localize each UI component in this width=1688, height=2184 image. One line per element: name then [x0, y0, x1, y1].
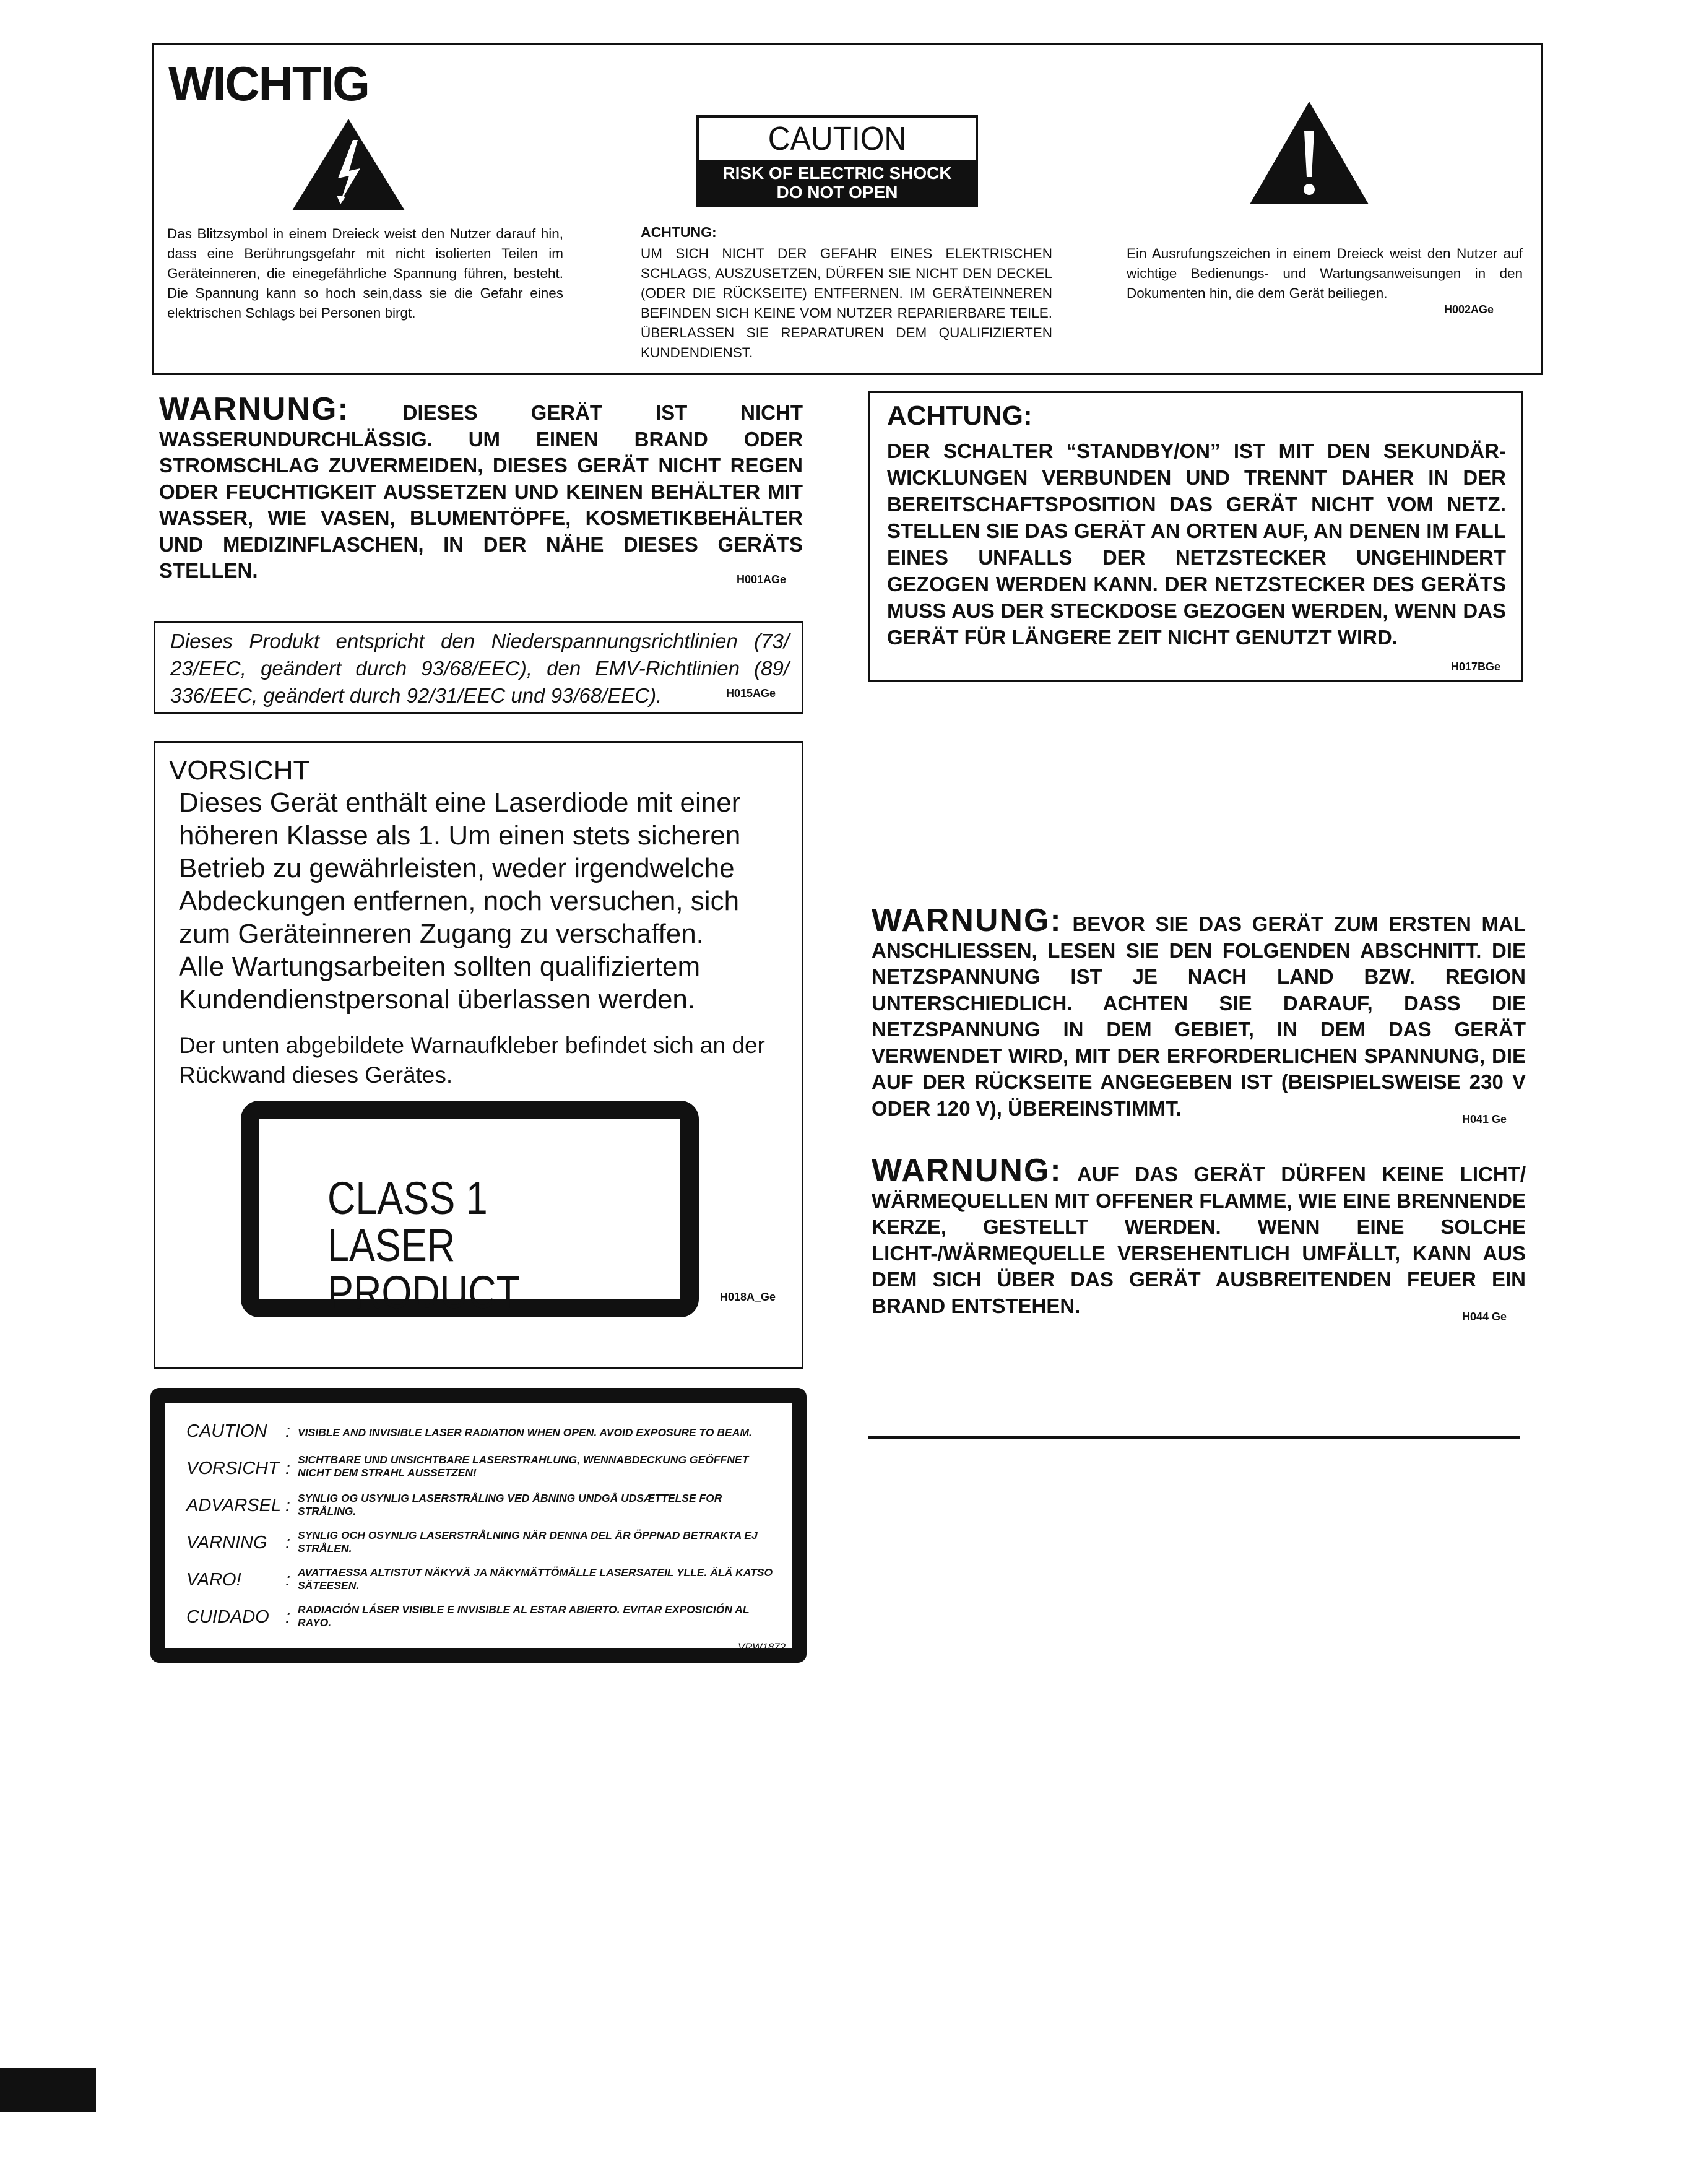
- reference-code: H044 Ge: [1462, 1311, 1507, 1323]
- laser-label-text: SYNLIG OCH OSYNLIG LASERSTRÅLNING NÄR DENNA DEL ÄR ÖPPNAD BETRAKTA EJ STRÅLEN.: [298, 1529, 758, 1554]
- reference-code: H017BGe: [1451, 661, 1501, 673]
- class1-label-text: [327, 1172, 628, 1318]
- achtung-title: ACHTUNG:: [887, 401, 1032, 431]
- caution-label-line1: RISK OF ELECTRIC SHOCK: [722, 163, 952, 183]
- reference-code: H015AGe: [726, 687, 776, 700]
- multilanguage-laser-label: [150, 1388, 807, 1663]
- laser-label-lang: VORSICHT: [186, 1458, 279, 1478]
- warning-text: BEVOR SIE DAS GERÄT ZUM ERSTEN MAL ANSCHLIESSEN, LESEN SIE DEN FOLGENDEN ABSCHNITT. DIE NETZSPANNUNG IST JE NACH LAND BZW. REGION UNTERSCHIEDLICH. ACHTEN SIE DARAUF, DASS DIE NETZSPANNUNG IN DEM GEBIET, IN DEM DAS GERÄT VERWENDET WIRD, MIT DER ERFORDERLICHEN SPANNUNG, DIE AUF DER RÜCKSEITE ANGEGEBEN IST (BEISPIELSWEISE 230 V ODER 120 V), ÜBEREINSTIMMT.: [872, 912, 1526, 1120]
- warning-heading: WARNUNG:: [872, 1153, 1062, 1189]
- class1-line2: LASER PRODUCT: [327, 1220, 521, 1318]
- divider-line: [868, 1436, 1520, 1439]
- laser-label-lang: VARO!: [186, 1570, 241, 1590]
- achtung-small-heading: ACHTUNG:: [641, 224, 717, 240]
- laser-label-colon: :: [285, 1570, 291, 1590]
- directive-text: Dieses Produkt entspricht den Niederspannungsrichtlinien (73/ 23/EEC, geändert durch 93/68/EEC), den EMV-Richtlinien (89/ 336/EEC, geändert durch 92/31/EEC und 93/68/EEC).: [170, 630, 789, 707]
- page-title: WICHTIG: [168, 56, 369, 111]
- laser-label-text: AVATTAESSA ALTISTUT NÄKYVÄ JA NÄKYMÄTTÖMÄLLE LASERSATEIL YLLE. ÄLÄ KATSO SÄTEESEN.: [298, 1566, 773, 1592]
- laser-label-lang: VARNING: [186, 1533, 267, 1553]
- warning-water: [159, 391, 803, 584]
- caution-shock-label: [696, 115, 978, 207]
- achtung-text: DER SCHALTER “STANDBY/ON” IST MIT DEN SEKUNDÄR-WICKLUNGEN VERBUNDEN UND TRENNT DAHER IN DER BEREITSCHAFTSPOSITION DAS GERÄT NICHT VOM NETZ. STELLEN SIE DAS GERÄT AN ORTEN AUF, AN DENEN IM FALL EINES UNFALLS DER NETZSTECKER UNGEHINDERT GEZOGEN WERDEN KANN. DER NETZSTECKER DES GERÄTS MUSS AUS DER STECKDOSE GEZOGEN WERDEN, WENN DAS GERÄT FÜR LÄNGERE ZEIT NICHT GENUTZT WIRD.: [887, 440, 1506, 649]
- directive-compliance-box: [154, 621, 803, 714]
- laser-label-colon: :: [285, 1533, 291, 1553]
- reference-code: H018A_Ge: [720, 1291, 776, 1303]
- reference-code: VRW1872: [738, 1641, 786, 1653]
- laser-label-colon: :: [285, 1607, 291, 1627]
- warning-open-flame: [872, 1153, 1526, 1319]
- caution-label-title: CAUTION: [768, 120, 907, 157]
- page-number-tab: [0, 2068, 96, 2112]
- laser-label-colon: :: [285, 1496, 291, 1515]
- reference-code: H002AGe: [1444, 303, 1494, 316]
- caution-label-line2: DO NOT OPEN: [776, 183, 898, 202]
- warning-heading: WARNUNG:: [872, 903, 1062, 938]
- vorsicht-label-note: Der unten abgebildete Warnaufkleber befindet sich an der Rückwand dieses Gerätes.: [179, 1033, 765, 1088]
- warning-text: DIESES GERÄT IST NICHT WASSERUNDURCHLÄSSIG. UM EINEN BRAND ODER STROMSCHLAG ZUVERMEIDEN, DIESES GERÄT NICHT REGEN ODER FEUCHTIGKEIT AUSSETZEN UND KEINEN BEHÄLTER MIT WASSER, WIE VASEN, BLUMENTÖPFE, KOSMETIKBEHÄLTER UND MEDIZINFLASCHEN, IN DER NÄHE DIESES GERÄTS STELLEN.: [159, 401, 803, 582]
- laser-label-text: SYNLIG OG USYNLIG LASERSTRÅLING VED ÅBNING UNDGÅ UDSÆTTELSE FOR STRÅLING.: [298, 1492, 722, 1517]
- vorsicht-text: [179, 786, 792, 1016]
- laser-label-lang: CAUTION: [186, 1421, 267, 1441]
- laser-label-text: SICHTBARE UND UNSICHTBARE LASERSTRAHLUNG, WENNABDECKUNG GEÖFFNET NICHT DEM STRAHL AUSSETZEN!: [298, 1454, 749, 1479]
- laser-label-text: RADIACIÓN LÁSER VISIBLE E INVISIBLE AL ESTAR ABIERTO. EVITAR EXPOSICIÓN AL RAYO.: [298, 1603, 750, 1629]
- laser-caution-box: [154, 741, 803, 1369]
- lightning-symbol-explanation: Das Blitzsymbol in einem Dreieck weist den Nutzer darauf hin, dass eine Berührungsgefahr mit nicht isolierten Teilen im Geräteinneren, die einegefährliche Spannung führen, besteht. Die Spannung kann so hoch sein,dass sie die Gefahr eines elektrischen Schlags bei Personen birgt.: [167, 226, 563, 321]
- laser-label-lang: ADVARSEL: [186, 1496, 282, 1515]
- achtung-small-text: UM SICH NICHT DER GEFAHR EINES ELEKTRISCHEN SCHLAGS, AUSZUSETZEN, DÜRFEN SIE NICHT DEN DECKEL (ODER DIE RÜCKSEITE) ENTFERNEN. IM GERÄTEINNEREN BEFINDEN SICH KEINE VOM NUTZER REPARIERBARE TEILE. ÜBERLASSEN SIE REPARATUREN DEM QUALIFIZIERTEN KUNDENDIENST.: [641, 246, 1052, 360]
- reference-code: H041 Ge: [1462, 1113, 1507, 1125]
- laser-label-colon: :: [285, 1458, 291, 1478]
- warning-text: AUF DAS GERÄT DÜRFEN KEINE LICHT/ WÄRMEQUELLEN MIT OFFENER FLAMME, WIE EINE BRENNENDE KERZE, GESTELLT WERDEN. WENN EINE SOLCHE LICHT-/WÄRMEQUELLE VERSEHENTLICH UMFÄLLT, KANN AUS DEM SICH ÜBER DAS GERÄT AUSBREITENDEN FEUER EIN BRAND ENTSTEHEN.: [872, 1163, 1526, 1317]
- caution-label-warning: [699, 160, 976, 207]
- vorsicht-text-2: Alle Wartungsarbeiten sollten qualifiziertem Kundendienstpersonal überlassen werden.: [179, 951, 701, 1015]
- class1-line1: CLASS 1: [327, 1172, 488, 1224]
- laser-label-lang: CUIDADO: [186, 1607, 269, 1627]
- warning-heading: WARNUNG:: [159, 391, 350, 427]
- reference-code: H001AGe: [737, 573, 787, 586]
- vorsicht-title: VORSICHT: [169, 755, 310, 786]
- exclamation-warning-icon: [1247, 99, 1371, 207]
- warning-voltage: [872, 903, 1526, 1122]
- vorsicht-text-1: Dieses Gerät enthält eine Laserdiode mit einer höheren Klasse als 1. Um einen stets sicheren Betrieb zu gewährleisten, weder irgendwelche Abdeckungen entfernen, noch versuchen, sich zum Geräteinneren Zugang zu verschaffen.: [179, 787, 741, 949]
- laser-label-text: VISIBLE AND INVISIBLE LASER RADIATION WHEN OPEN. AVOID EXPOSURE TO BEAM.: [298, 1426, 752, 1439]
- exclamation-symbol-explanation: Ein Ausrufungszeichen in einem Dreieck weist den Nutzer auf wichtige Bedienungs- und Wartungsanweisungen in den Dokumenten hin, die dem Gerät beiliegen.: [1127, 246, 1523, 301]
- lightning-warning-icon: [290, 116, 407, 213]
- laser-label-colon: :: [285, 1421, 291, 1441]
- class1-laser-label: [241, 1101, 699, 1317]
- standby-switch-notice: [868, 391, 1523, 682]
